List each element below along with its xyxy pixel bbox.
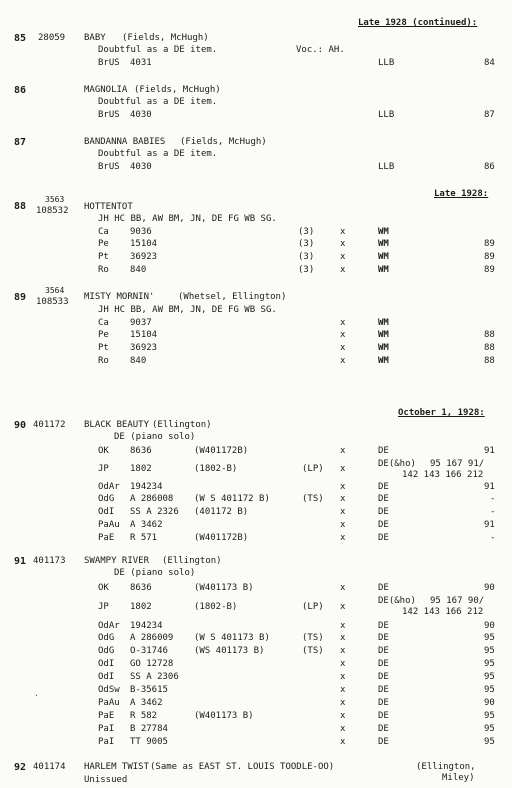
matrix-ref: (W401172B) [194, 533, 249, 543]
page-ref-continued: 142 143 166 212 [402, 470, 484, 480]
issue-label: OdG [98, 646, 115, 656]
mark-x: x [340, 330, 346, 340]
issue-label: OdG [98, 633, 115, 643]
matrix-number: 401173 [33, 556, 66, 566]
issue-catalog: 9037 [130, 318, 152, 328]
issue-catalog: B-35615 [130, 685, 168, 695]
personnel: JH HC BB, AW BM, JN, DE FG WB SG. [98, 305, 277, 315]
matrix-ref: (W S 401172 B) [194, 494, 270, 504]
page-ref: 89 [484, 252, 495, 262]
mark-x: x [340, 621, 346, 631]
entry-number: 92 [14, 762, 27, 773]
take-number: (3) [298, 265, 315, 275]
issue-catalog: A 286008 [130, 494, 174, 504]
issue-label: PaI [98, 724, 115, 734]
issue-label: OdSw [98, 685, 120, 695]
mark-x: x [340, 583, 346, 593]
composer-credit: (Ellington) [152, 420, 212, 430]
issue-label: BrUS [98, 162, 120, 172]
personnel: DE (piano solo) [114, 568, 196, 578]
matrix-number: 401174 [33, 762, 66, 772]
page-ref: 90 [484, 621, 495, 631]
page-ref: 84 [484, 58, 495, 68]
section-header-late1928: Late 1928: [434, 189, 489, 199]
issue-catalog: 840 [130, 265, 147, 275]
entry-number: 89 [14, 292, 27, 303]
issue-label: Ca [98, 318, 109, 328]
issue-catalog: 36923 [130, 343, 158, 353]
issue-label: OK [98, 583, 109, 593]
source-code: DE [378, 737, 389, 747]
song-title: MAGNOLIA [84, 85, 128, 95]
mark-x: x [340, 737, 346, 747]
issue-label: Pe [98, 330, 109, 340]
issue-catalog: A 3462 [130, 698, 163, 708]
issue-label: Pt [98, 252, 109, 262]
page-ref: 95 [484, 711, 495, 721]
page-ref: 88 [484, 330, 495, 340]
matrix-number: 401172 [33, 420, 66, 430]
issue-catalog: 1802 [130, 602, 152, 612]
mark-x: x [340, 672, 346, 682]
issue-catalog: 8636 [130, 446, 152, 456]
source-code: DE(&ho) [378, 459, 416, 469]
issue-catalog: SS A 2326 [130, 507, 179, 517]
page-ref: 95 [484, 633, 495, 643]
mark-x: x [340, 633, 346, 643]
issue-catalog: TT 9005 [130, 737, 168, 747]
composer-credit: (Ellington, [416, 762, 476, 772]
mark-x: x [340, 533, 346, 543]
page-ref: - [490, 533, 496, 543]
issue-catalog: 8636 [130, 583, 152, 593]
page-ref: 90 [484, 583, 495, 593]
take-number: (3) [298, 227, 315, 237]
mark-x: x [340, 239, 346, 249]
issue-label: OdAr [98, 482, 120, 492]
page-ref: 91 [484, 446, 495, 456]
mark-x: x [340, 252, 346, 262]
composer-credit: (Whetsel, Ellington) [178, 292, 287, 302]
page-ref: 95 [484, 672, 495, 682]
mark-x: x [340, 482, 346, 492]
page-ref: 95 167 91/ [430, 459, 485, 469]
mark-x: x [340, 698, 346, 708]
matrix-ref: (1802-B) [194, 602, 238, 612]
matrix-number-top: 3563 [45, 195, 65, 204]
section-header-late1928-continued: Late 1928 (continued): [358, 18, 478, 28]
mark-x: x [340, 685, 346, 695]
source-code: DE [378, 672, 389, 682]
issue-label: PaAu [98, 520, 120, 530]
issue-label: Pt [98, 343, 109, 353]
issue-catalog: 840 [130, 356, 147, 366]
page-ref: 95 [484, 646, 495, 656]
mark-x: x [340, 343, 346, 353]
same-as-note: (Same as EAST ST. LOUIS TOODLE-OO) [150, 762, 335, 772]
issue-catalog: O-31746 [130, 646, 168, 656]
page-ref: 90 [484, 698, 495, 708]
matrix-ref: (WS 401173 B) [194, 646, 265, 656]
entry-number: 87 [14, 137, 27, 148]
issue-catalog: A 3462 [130, 520, 163, 530]
page-ref: - [490, 507, 496, 517]
mark-x: x [340, 494, 346, 504]
composer-credit: (Fields, McHugh) [134, 85, 221, 95]
issue-catalog: 15104 [130, 239, 158, 249]
mark-x: x [340, 602, 346, 612]
note-text: Doubtful as a DE item. [98, 97, 218, 107]
section-header-oct1-1928: October 1, 1928: [398, 408, 485, 418]
matrix-number: 28059 [38, 33, 66, 43]
note-text: Doubtful as a DE item. [98, 149, 218, 159]
issue-catalog: 194234 [130, 621, 163, 631]
mark-x: x [340, 265, 346, 275]
issue-label: PaAu [98, 698, 120, 708]
mark-x: x [340, 318, 346, 328]
song-title: SWAMPY RIVER [84, 556, 150, 566]
page-ref: 89 [484, 265, 495, 275]
composer-credit: (Fields, McHugh) [122, 33, 209, 43]
issue-label: PaE [98, 711, 115, 721]
issue-label: OdAr [98, 621, 120, 631]
source-code: WM [378, 239, 389, 249]
issue-label: BrUS [98, 110, 120, 120]
issue-label: JP [98, 602, 109, 612]
page-ref: 95 167 90/ [430, 596, 485, 606]
source-code: WM [378, 343, 389, 353]
issue-status: Unissued [84, 775, 128, 785]
issue-catalog: 9036 [130, 227, 152, 237]
matrix-ref: (401172 B) [194, 507, 249, 517]
page-ref: 88 [484, 343, 495, 353]
entry-number: 90 [14, 420, 27, 431]
page-ref: 86 [484, 162, 495, 172]
source-code: DE [378, 494, 389, 504]
song-title: BABY [84, 33, 106, 43]
matrix-number-bottom: 108532 [36, 206, 69, 216]
source-code: DE [378, 621, 389, 631]
page-ref: 91 [484, 482, 495, 492]
page-ref: 89 [484, 239, 495, 249]
source-code: WM [378, 318, 389, 328]
page-ref: 95 [484, 724, 495, 734]
issue-label: PaE [98, 533, 115, 543]
matrix-number-top: 3564 [45, 286, 65, 295]
issue-label: OdG [98, 494, 115, 504]
source-code: DE [378, 446, 389, 456]
issue-label: Pe [98, 239, 109, 249]
format: (TS) [302, 494, 324, 504]
matrix-ref: (W401173 B) [194, 711, 254, 721]
song-title: HOTTENTOT [84, 202, 133, 212]
source-code: LLB [378, 162, 395, 172]
page-ref: 91 [484, 520, 495, 530]
issue-catalog: R 571 [130, 533, 158, 543]
source-code: DE [378, 685, 389, 695]
source-code: DE [378, 698, 389, 708]
note-text: Doubtful as a DE item. [98, 45, 218, 55]
issue-catalog: SS A 2306 [130, 672, 179, 682]
take-number: (3) [298, 239, 315, 249]
mark-x: x [340, 646, 346, 656]
issue-catalog: 4030 [130, 162, 152, 172]
issue-catalog: R 582 [130, 711, 158, 721]
source-code: DE [378, 711, 389, 721]
source-code: DE [378, 520, 389, 530]
page-ref-continued: 142 143 166 212 [402, 607, 484, 617]
issue-label: OdI [98, 507, 115, 517]
composer-credit: (Fields, McHugh) [180, 137, 267, 147]
issue-label: Ca [98, 227, 109, 237]
source-code: WM [378, 265, 389, 275]
source-code: DE [378, 633, 389, 643]
source-code: DE [378, 724, 389, 734]
mark-x: x [340, 711, 346, 721]
issue-label: OdI [98, 659, 115, 669]
format: (TS) [302, 633, 324, 643]
issue-catalog: 1802 [130, 464, 152, 474]
vocal-credit: Voc.: AH. [296, 45, 345, 55]
issue-catalog: 15104 [130, 330, 158, 340]
entry-number: 85 [14, 33, 27, 44]
source-code: WM [378, 227, 389, 237]
mark-x: x [340, 520, 346, 530]
issue-label: Ro [98, 265, 109, 275]
source-code: WM [378, 330, 389, 340]
issue-label: JP [98, 464, 109, 474]
page-ref: 95 [484, 659, 495, 669]
mark-x: x [340, 507, 346, 517]
matrix-number-bottom: 108533 [36, 297, 69, 307]
issue-catalog: 194234 [130, 482, 163, 492]
source-code: WM [378, 252, 389, 262]
mark-x: x [340, 446, 346, 456]
issue-label: PaI [98, 737, 115, 747]
page-ref: 88 [484, 356, 495, 366]
entry-number: 91 [14, 556, 27, 567]
issue-catalog: B 27784 [130, 724, 168, 734]
page-ref: 87 [484, 110, 495, 120]
source-code: LLB [378, 58, 395, 68]
source-code: DE [378, 659, 389, 669]
matrix-ref: (1802-B) [194, 464, 238, 474]
personnel: JH HC BB, AW BM, JN, DE FG WB SG. [98, 214, 277, 224]
page-ref: - [490, 494, 496, 504]
issue-label: Ro [98, 356, 109, 366]
matrix-ref: (W S 401173 B) [194, 633, 270, 643]
composer-credit: (Ellington) [162, 556, 222, 566]
issue-catalog: 4031 [130, 58, 152, 68]
issue-catalog: GO 12728 [130, 659, 174, 669]
composer-credit-continued: Miley) [442, 773, 475, 783]
personnel: DE (piano solo) [114, 432, 196, 442]
page-ref: 95 [484, 737, 495, 747]
song-title: BANDANNA BABIES [84, 137, 166, 147]
matrix-ref: (W401172B) [194, 446, 249, 456]
source-code: DE(&ho) [378, 596, 416, 606]
mark-x: x [340, 724, 346, 734]
mark-x: x [340, 356, 346, 366]
source-code: DE [378, 507, 389, 517]
source-code: DE [378, 533, 389, 543]
source-code: WM [378, 356, 389, 366]
matrix-ref: (W401173 B) [194, 583, 254, 593]
source-code: DE [378, 482, 389, 492]
song-title: MISTY MORNIN' [84, 292, 155, 302]
format: (TS) [302, 646, 324, 656]
issue-label: OK [98, 446, 109, 456]
issue-label: OdI [98, 672, 115, 682]
source-code: DE [378, 646, 389, 656]
mark-x: x [340, 659, 346, 669]
song-title: BLACK BEAUTY [84, 420, 150, 430]
issue-catalog: A 286009 [130, 633, 174, 643]
issue-catalog: 4030 [130, 110, 152, 120]
format: (LP) [302, 464, 324, 474]
entry-number: 88 [14, 201, 27, 212]
stray-mark: · [34, 691, 39, 700]
source-code: DE [378, 583, 389, 593]
format: (LP) [302, 602, 324, 612]
take-number: (3) [298, 252, 315, 262]
issue-label: BrUS [98, 58, 120, 68]
entry-number: 86 [14, 85, 27, 96]
issue-catalog: 36923 [130, 252, 158, 262]
source-code: LLB [378, 110, 395, 120]
song-title: HARLEM TWIST [84, 762, 150, 772]
page-ref: 95 [484, 685, 495, 695]
mark-x: x [340, 464, 346, 474]
mark-x: x [340, 227, 346, 237]
